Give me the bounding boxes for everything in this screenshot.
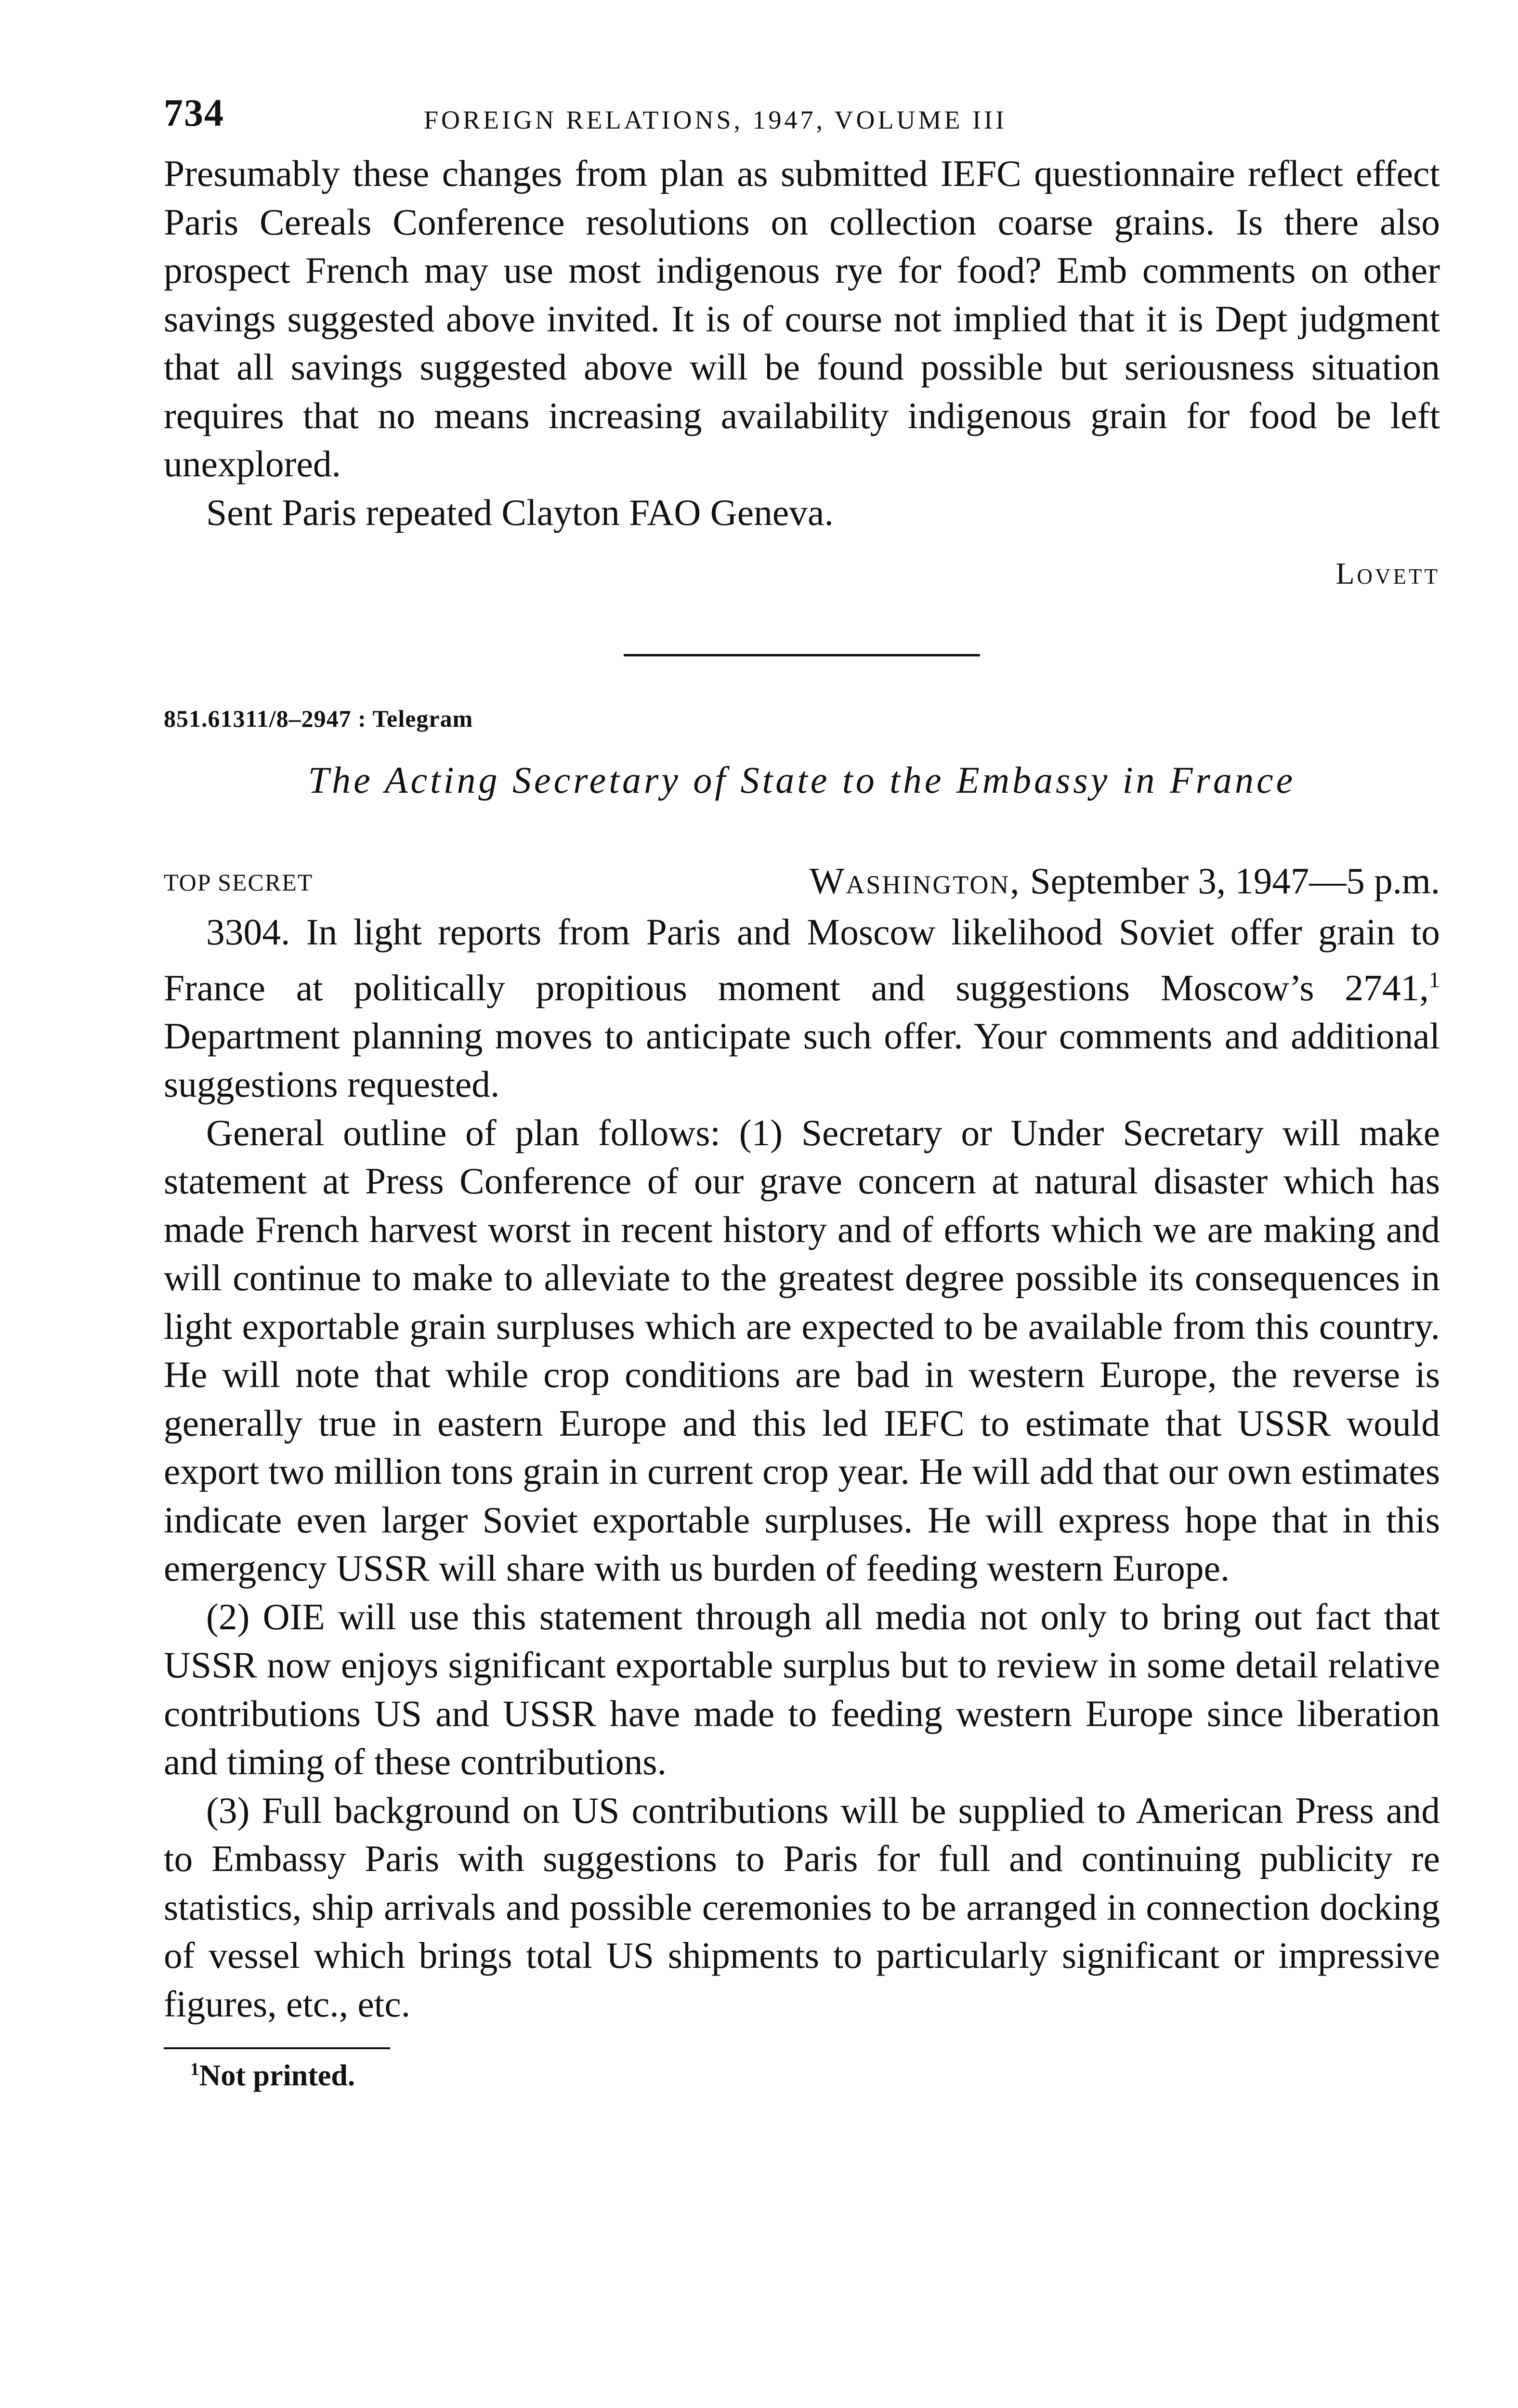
paragraph-3304-text: 3304. In light reports from Paris and Moscow likelihood Soviet offer grain to France at politically propitious moment and suggestions Moscow’s 2741,	[164, 911, 1440, 1008]
signature: Lovett	[1335, 556, 1440, 590]
paragraph-3304-text-continued: Department planning moves to anticipate such offer. Your comments and additional suggestions requested.	[164, 1015, 1440, 1105]
running-header	[164, 92, 1440, 149]
plan-item-2-paragraph: (2) OIE will use this statement through all media not only to bring out fact that USSR now enjoys significant exportable surplus but to review in some detail relative contributions US and USSR have made to feeding western Europe since liberation and timing of these contributions.	[164, 1596, 1440, 1783]
document-title: The Acting Secretary of State to the Embassy in France	[308, 759, 1296, 801]
page-number: 734	[164, 92, 224, 134]
continuation-paragraph: Presumably these changes from plan as submitted IEFC questionnaire reflect effect Paris Cereals Conference resolutions on collection coarse grains. Is there also prospect French may use most indigenous rye for food? Emb comments on other savings suggested above invited. It is of course not implied that it is Dept judgment that all savings suggested above will be found possible but seriousness situation requires that no means increasing availability indigenous grain for food be left unexplored.	[164, 153, 1440, 484]
footnote	[190, 2059, 1440, 2093]
sent-line: Sent Paris repeated Clayton FAO Geneva.	[206, 491, 834, 533]
dateline-date: September 3, 1947—5 p.m.	[1030, 860, 1440, 902]
paragraph-3304	[164, 908, 1440, 1109]
running-title: FOREIGN RELATIONS, 1947, VOLUME III	[424, 105, 1007, 134]
document-page	[164, 92, 1440, 2093]
dateline	[810, 860, 1440, 903]
footnote-divider	[164, 2047, 390, 2049]
plan-outline-paragraph: General outline of plan follows: (1) Secretary or Under Secretary will make statement at Press Conference of our grave concern at natural disaster which has made French harvest worst in recent history and of efforts which we are making and will continue to make to alleviate to the greatest degree possible its consequences in light exportable grain surpluses which are expected to be available from this country. He will note that while crop conditions are bad in western Europe, the reverse is generally true in eastern Europe and this led IEFC to estimate that USSR would export two million tons grain in current crop year. He will add that our own estimates indicate even larger Soviet exportable surpluses. He will express hope that in this emergency USSR will share with us burden of feeding western Europe.	[164, 1112, 1440, 1589]
footnote-marker: 1	[190, 2059, 199, 2080]
dateline-row	[164, 860, 1440, 908]
classification-label: TOP SECRET	[164, 869, 314, 896]
footnote-text: Not printed.	[199, 2059, 355, 2093]
section-divider	[624, 654, 980, 656]
plan-item-3-paragraph: (3) Full background on US contributions will be supplied to American Press and to Embassy Paris with suggestions to Paris for full and continuing publicity re statistics, ship arrivals and possible ceremonies to be arranged in connection docking of vessel which brings total US shipments to particularly significant or impressive figures, etc., etc.	[164, 1789, 1440, 2025]
dateline-place: Washington,	[809, 860, 1021, 902]
footnote-reference: 1	[1428, 968, 1440, 993]
file-reference: 851.61311/8–2947 : Telegram	[164, 705, 473, 732]
